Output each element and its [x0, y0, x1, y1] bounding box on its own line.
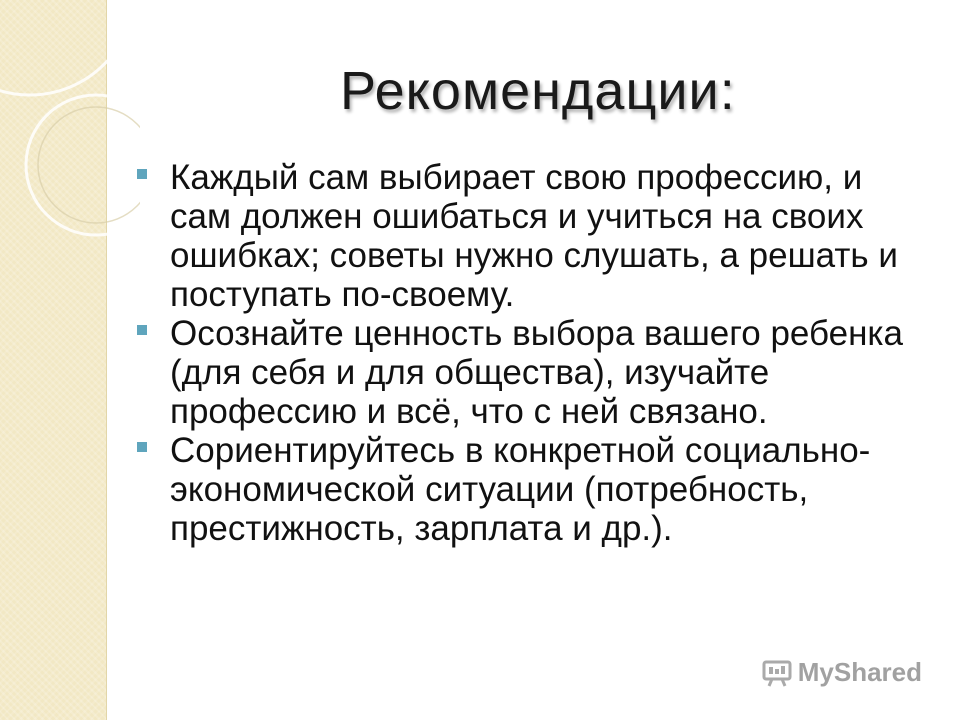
bullet-text: Сориентируйтесь в конкретной социально-экономической ситуации (потребность, престижность, зарплата и др.). [170, 431, 871, 548]
watermark-text: MyShared [797, 657, 922, 687]
bullet-text: Каждый сам выбирает свою профессию, и сам должен ошибаться и учиться на своих ошибках; советы нужно слушать, а решать и поступать по-своему. [170, 158, 898, 314]
presentation-board-icon [762, 659, 792, 687]
slide-title: Рекомендации: [340, 61, 736, 121]
square-bullet-icon [137, 169, 147, 179]
square-bullet-icon [137, 442, 147, 452]
bullet-item [130, 314, 930, 431]
bullet-item [130, 431, 930, 548]
decorative-side-band [0, 0, 107, 720]
bullet-list [130, 158, 930, 548]
bullet-item [130, 158, 930, 314]
watermark [762, 657, 922, 688]
square-bullet-icon [137, 325, 147, 335]
bullet-text: Осознайте ценность выбора вашего ребенка (для себя и для общества), изучайте профессию и всё, что с ней связано. [170, 314, 903, 431]
